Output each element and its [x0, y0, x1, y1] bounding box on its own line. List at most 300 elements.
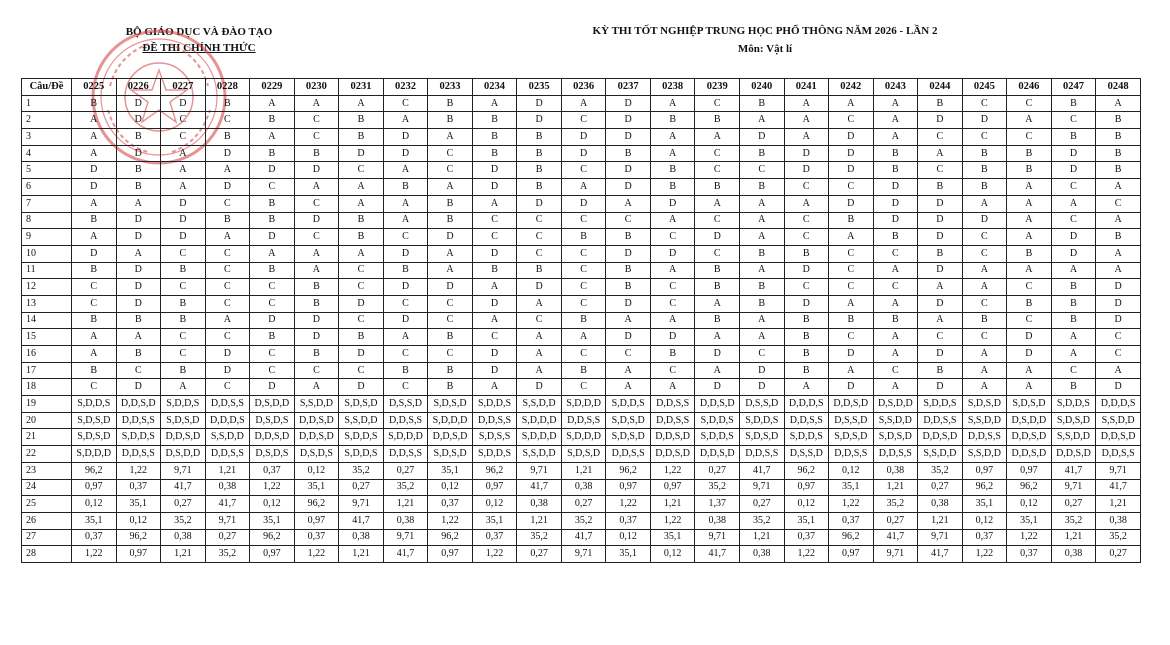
answer-cell: C — [561, 295, 606, 312]
answer-cell: B — [739, 245, 784, 262]
answer-cell: S,D,D,S — [161, 396, 206, 413]
answer-key-table — [21, 78, 1141, 563]
answer-cell: 0,38 — [339, 529, 384, 546]
answer-cell: C — [428, 312, 473, 329]
answer-cell: S,D,D,D — [517, 429, 562, 446]
answer-cell: D — [383, 145, 428, 162]
answer-cell: 35,1 — [962, 496, 1007, 513]
answer-cell: C — [72, 379, 117, 396]
answer-cell: S,D,D,S — [1051, 396, 1096, 413]
table-row — [22, 512, 1141, 529]
answer-cell: B — [873, 162, 918, 179]
answer-cell: S,D,S,D — [161, 412, 206, 429]
answer-cell: 1,22 — [294, 546, 339, 563]
answer-cell: B — [650, 162, 695, 179]
answer-cell: D — [72, 179, 117, 196]
answer-cell: B — [829, 212, 874, 229]
answer-cell: B — [428, 379, 473, 396]
answer-cell: D — [472, 179, 517, 196]
question-number: 1 — [22, 95, 72, 112]
answer-cell: D,S,D,D — [250, 396, 295, 413]
answer-cell: 1,21 — [517, 512, 562, 529]
answer-cell: C — [962, 129, 1007, 146]
exam-code-header: 0245 — [962, 79, 1007, 96]
answer-cell: B — [561, 362, 606, 379]
answer-cell: 35,2 — [695, 479, 740, 496]
answer-cell: D — [606, 112, 651, 129]
answer-cell: D,D,S,S — [205, 446, 250, 463]
answer-cell: D — [72, 162, 117, 179]
answer-cell: 1,21 — [1051, 529, 1096, 546]
answer-cell: 0,38 — [873, 462, 918, 479]
answer-cell: A — [561, 179, 606, 196]
answer-cell: S,D,D,S — [339, 429, 384, 446]
answer-cell: B — [72, 312, 117, 329]
answer-cell: 1,37 — [695, 496, 740, 513]
question-number: 3 — [22, 129, 72, 146]
answer-cell: C — [1051, 362, 1096, 379]
answer-cell: 9,71 — [1051, 479, 1096, 496]
answer-cell: C — [161, 279, 206, 296]
answer-cell: S,D,S,D — [339, 396, 384, 413]
answer-cell: A — [1096, 179, 1141, 196]
answer-cell: A — [294, 179, 339, 196]
answer-cell: A — [428, 262, 473, 279]
answer-cell: S,D,S,D — [873, 429, 918, 446]
answer-cell: 35,1 — [116, 496, 161, 513]
answer-cell: C — [250, 279, 295, 296]
answer-cell: A — [873, 129, 918, 146]
question-number: 19 — [22, 396, 72, 413]
answer-cell: 0,12 — [472, 496, 517, 513]
answer-cell: C — [294, 112, 339, 129]
answer-cell: 1,22 — [1007, 529, 1052, 546]
answer-cell: A — [695, 362, 740, 379]
answer-cell: D,D,S,D — [1096, 429, 1141, 446]
answer-cell: D,D,S,D — [695, 396, 740, 413]
answer-cell: 35,2 — [873, 496, 918, 513]
answer-cell: A — [829, 295, 874, 312]
answer-cell: 35,1 — [250, 512, 295, 529]
answer-cell: B — [918, 179, 963, 196]
answer-cell: D — [116, 295, 161, 312]
answer-cell: D — [116, 95, 161, 112]
exam-code-header: 0227 — [161, 79, 206, 96]
answer-cell: C — [1096, 195, 1141, 212]
question-number: 24 — [22, 479, 72, 496]
answer-cell: B — [472, 262, 517, 279]
answer-cell: B — [250, 262, 295, 279]
answer-cell: A — [829, 362, 874, 379]
answer-cell: 0,38 — [561, 479, 606, 496]
answer-cell: C — [472, 329, 517, 346]
answer-cell: D — [1096, 379, 1141, 396]
answer-cell: S,D,D,S — [918, 396, 963, 413]
answer-cell: C — [962, 229, 1007, 246]
answer-cell: 1,21 — [650, 496, 695, 513]
answer-cell: C — [339, 162, 384, 179]
answer-cell: A — [339, 245, 384, 262]
answer-cell: D — [161, 195, 206, 212]
answer-cell: 35,1 — [294, 479, 339, 496]
answer-cell: D,D,S,D — [1007, 446, 1052, 463]
answer-cell: C — [205, 279, 250, 296]
answer-cell: B — [339, 112, 384, 129]
answer-cell: S,S,D,D — [205, 429, 250, 446]
answer-cell: D,D,S,S — [205, 396, 250, 413]
answer-cell: S,D,D,S — [784, 429, 829, 446]
answer-cell: S,D,D,S — [739, 412, 784, 429]
answer-cell: B — [1007, 245, 1052, 262]
answer-cell: D — [116, 145, 161, 162]
answer-cell: A — [161, 162, 206, 179]
answer-cell: S,S,D,D — [1051, 429, 1096, 446]
header-row — [22, 79, 1141, 96]
answer-cell: D — [383, 312, 428, 329]
answer-cell: S,D,S,D — [72, 412, 117, 429]
answer-cell: 9,71 — [739, 479, 784, 496]
answer-cell: C — [561, 379, 606, 396]
answer-cell: B — [695, 262, 740, 279]
answer-cell: C — [1007, 129, 1052, 146]
answer-cell: B — [606, 262, 651, 279]
answer-cell: C — [695, 95, 740, 112]
answer-cell: A — [116, 329, 161, 346]
answer-cell: B — [517, 145, 562, 162]
answer-cell: C — [205, 112, 250, 129]
question-number: 22 — [22, 446, 72, 463]
answer-cell: D,D,S,S — [650, 412, 695, 429]
answer-cell: B — [72, 212, 117, 229]
exam-code-header: 0247 — [1051, 79, 1096, 96]
answer-cell: B — [428, 329, 473, 346]
answer-cell: A — [250, 129, 295, 146]
answer-cell: D — [1051, 145, 1096, 162]
answer-cell: B — [472, 129, 517, 146]
answer-cell: A — [339, 195, 384, 212]
answer-cell: B — [294, 295, 339, 312]
answer-cell: 0,37 — [1007, 546, 1052, 563]
answer-cell: D — [829, 129, 874, 146]
answer-cell: A — [1007, 195, 1052, 212]
answer-cell: A — [650, 145, 695, 162]
answer-cell: B — [428, 362, 473, 379]
answer-cell: A — [472, 95, 517, 112]
answer-cell: D,D,S,D — [116, 396, 161, 413]
exam-code-header: 0237 — [606, 79, 651, 96]
answer-cell: 96,2 — [472, 462, 517, 479]
answer-cell: S,D,D,S — [72, 396, 117, 413]
exam-code-header: 0240 — [739, 79, 784, 96]
answer-cell: 9,71 — [695, 529, 740, 546]
answer-cell: 0,38 — [1051, 546, 1096, 563]
answer-cell: C — [606, 346, 651, 363]
table-row — [22, 412, 1141, 429]
answer-cell: B — [161, 295, 206, 312]
answer-cell: D,D,S,D — [650, 446, 695, 463]
answer-cell: D — [873, 195, 918, 212]
answer-cell: B — [1096, 129, 1141, 146]
answer-cell: D — [205, 179, 250, 196]
answer-cell: D — [161, 229, 206, 246]
answer-cell: A — [116, 245, 161, 262]
answer-cell: B — [72, 362, 117, 379]
answer-cell: 0,38 — [205, 479, 250, 496]
answer-cell: A — [1051, 329, 1096, 346]
answer-cell: C — [161, 129, 206, 146]
answer-cell: D,D,S,S — [873, 446, 918, 463]
answer-cell: A — [739, 212, 784, 229]
table-row — [22, 379, 1141, 396]
answer-cell: C — [918, 329, 963, 346]
answer-cell: C — [161, 346, 206, 363]
answer-cell: B — [205, 212, 250, 229]
question-number: 14 — [22, 312, 72, 329]
exam-title: KỲ THI TỐT NGHIỆP TRUNG HỌC PHỔ THÔNG NĂM 2026 - LẦN 2 — [592, 25, 938, 37]
answer-cell: A — [650, 262, 695, 279]
answer-cell: B — [72, 95, 117, 112]
answer-cell: D — [650, 195, 695, 212]
answer-cell: C — [873, 362, 918, 379]
exam-header — [520, 22, 1010, 58]
answer-cell: C — [205, 262, 250, 279]
answer-cell: 9,71 — [1096, 462, 1141, 479]
answer-cell: A — [339, 95, 384, 112]
answer-cell: D — [294, 329, 339, 346]
answer-cell: C — [339, 312, 384, 329]
answer-cell: 0,12 — [650, 546, 695, 563]
answer-cell: A — [561, 95, 606, 112]
question-number: 2 — [22, 112, 72, 129]
answer-cell: B — [739, 295, 784, 312]
answer-cell: D — [428, 229, 473, 246]
answer-cell: 41,7 — [873, 529, 918, 546]
answer-cell: B — [1051, 279, 1096, 296]
answer-cell: D,D,S,S — [918, 412, 963, 429]
answer-cell: C — [205, 329, 250, 346]
answer-cell: S,D,S,D — [962, 396, 1007, 413]
answer-cell: 0,97 — [428, 546, 473, 563]
answer-cell: A — [873, 346, 918, 363]
answer-cell: B — [918, 95, 963, 112]
answer-cell: A — [161, 379, 206, 396]
answer-cell: D — [205, 362, 250, 379]
answer-cell: S,D,D,S — [472, 446, 517, 463]
question-number: 4 — [22, 145, 72, 162]
answer-cell: A — [650, 312, 695, 329]
answer-cell: 35,2 — [1051, 512, 1096, 529]
answer-cell: A — [606, 312, 651, 329]
answer-cell: D — [1007, 346, 1052, 363]
answer-cell: A — [472, 379, 517, 396]
exam-code-header: 0238 — [650, 79, 695, 96]
answer-cell: D,D,S,S — [116, 412, 161, 429]
ministry-name: BỘ GIÁO DỤC VÀ ĐÀO TẠO — [125, 26, 273, 38]
exam-code-header: 0241 — [784, 79, 829, 96]
answer-cell: 0,37 — [250, 462, 295, 479]
table-row — [22, 179, 1141, 196]
answer-cell: A — [606, 362, 651, 379]
answer-cell: B — [695, 279, 740, 296]
answer-cell: B — [739, 179, 784, 196]
answer-cell: A — [873, 262, 918, 279]
answer-cell: 9,71 — [517, 462, 562, 479]
answer-cell: B — [650, 179, 695, 196]
answer-cell: D — [918, 379, 963, 396]
exam-code-header: 0246 — [1007, 79, 1052, 96]
answer-cell: 1,22 — [829, 496, 874, 513]
answer-cell: D — [205, 145, 250, 162]
answer-cell: 0,38 — [517, 496, 562, 513]
answer-cell: 1,22 — [250, 479, 295, 496]
answer-cell: A — [205, 229, 250, 246]
answer-cell: C — [517, 245, 562, 262]
table-row — [22, 446, 1141, 463]
answer-cell: C — [829, 179, 874, 196]
answer-cell: C — [1096, 346, 1141, 363]
answer-cell: B — [784, 329, 829, 346]
answer-cell: 0,12 — [116, 512, 161, 529]
answer-cell: 0,27 — [739, 496, 784, 513]
answer-cell: A — [517, 346, 562, 363]
question-number: 8 — [22, 212, 72, 229]
answer-cell: D — [739, 362, 784, 379]
answer-cell: B — [739, 95, 784, 112]
answer-cell: D,D,S,S — [383, 446, 428, 463]
answer-cell: C — [428, 295, 473, 312]
table-row — [22, 162, 1141, 179]
answer-cell: B — [428, 212, 473, 229]
answer-cell: C — [962, 329, 1007, 346]
answer-cell: S,D,D,S — [606, 396, 651, 413]
answer-cell: A — [1096, 95, 1141, 112]
answer-cell: D,D,S,S — [116, 446, 161, 463]
answer-cell: A — [116, 195, 161, 212]
answer-cell: D — [606, 329, 651, 346]
question-number: 9 — [22, 229, 72, 246]
answer-cell: 9,71 — [918, 529, 963, 546]
answer-cell: D,S,D,D — [1007, 412, 1052, 429]
exam-code-header: 0225 — [72, 79, 117, 96]
answer-cell: D — [294, 162, 339, 179]
answer-cell: B — [962, 312, 1007, 329]
answer-cell: 1,21 — [739, 529, 784, 546]
answer-cell: 0,27 — [205, 529, 250, 546]
answer-cell: C — [472, 229, 517, 246]
answer-cell: A — [918, 145, 963, 162]
question-number: 23 — [22, 462, 72, 479]
answer-cell: D,D,S,D — [1051, 446, 1096, 463]
answer-cell: A — [1007, 362, 1052, 379]
answer-cell: S,D,D,S — [695, 412, 740, 429]
answer-cell: C — [1007, 312, 1052, 329]
answer-cell: 35,1 — [72, 512, 117, 529]
answer-cell: 0,37 — [829, 512, 874, 529]
table-row — [22, 195, 1141, 212]
answer-cell: B — [472, 145, 517, 162]
answer-cell: D — [517, 379, 562, 396]
answer-cell: S,S,D,D — [339, 412, 384, 429]
answer-cell: D — [561, 145, 606, 162]
answer-cell: B — [784, 245, 829, 262]
answer-cell: D — [472, 162, 517, 179]
answer-cell: S,S,D,D — [517, 446, 562, 463]
answer-cell: S,D,D,S — [116, 429, 161, 446]
answer-cell: D — [695, 379, 740, 396]
exam-code-header: 0242 — [829, 79, 874, 96]
answer-cell: A — [383, 112, 428, 129]
answer-cell: D — [739, 379, 784, 396]
answer-cell: A — [606, 195, 651, 212]
answer-cell: 41,7 — [205, 496, 250, 513]
answer-cell: C — [784, 179, 829, 196]
answer-cell: D — [250, 229, 295, 246]
answer-cell: 41,7 — [739, 462, 784, 479]
answer-cell: D — [918, 229, 963, 246]
question-number: 10 — [22, 245, 72, 262]
answer-cell: A — [1007, 112, 1052, 129]
answer-cell: A — [606, 379, 651, 396]
answer-cell: C — [561, 112, 606, 129]
answer-cell: C — [383, 295, 428, 312]
answer-cell: A — [873, 112, 918, 129]
question-number: 6 — [22, 179, 72, 196]
answer-cell: D — [1051, 229, 1096, 246]
answer-cell: D — [873, 179, 918, 196]
answer-cell: 35,1 — [829, 479, 874, 496]
exam-code-header: 0244 — [918, 79, 963, 96]
answer-cell: A — [250, 95, 295, 112]
answer-cell: 0,27 — [695, 462, 740, 479]
answer-cell: 0,38 — [383, 512, 428, 529]
answer-cell: A — [383, 195, 428, 212]
answer-cell: 41,7 — [561, 529, 606, 546]
answer-cell: 35,2 — [383, 479, 428, 496]
answer-cell: 41,7 — [517, 479, 562, 496]
answer-cell: B — [1096, 145, 1141, 162]
answer-cell: C — [116, 362, 161, 379]
answer-cell: 35,2 — [517, 529, 562, 546]
answer-cell: 1,21 — [383, 496, 428, 513]
answer-cell: 0,37 — [472, 529, 517, 546]
answer-cell: D,D,S,D — [294, 412, 339, 429]
answer-cell: A — [962, 262, 1007, 279]
answer-cell: B — [695, 112, 740, 129]
answer-cell: A — [1096, 362, 1141, 379]
answer-cell: D — [873, 212, 918, 229]
answer-cell: A — [650, 379, 695, 396]
answer-cell: B — [205, 95, 250, 112]
answer-cell: D,D,S,D — [428, 429, 473, 446]
answer-cell: D,D,S,S — [472, 412, 517, 429]
answer-cell: C — [784, 279, 829, 296]
answer-cell: D,D,S,S — [383, 412, 428, 429]
answer-cell: B — [739, 145, 784, 162]
answer-cell: D — [205, 346, 250, 363]
answer-cell: 0,38 — [695, 512, 740, 529]
answer-cell: S,D,S,D — [428, 396, 473, 413]
answer-cell: C — [1007, 95, 1052, 112]
answer-cell: A — [1096, 245, 1141, 262]
answer-cell: C — [517, 229, 562, 246]
table-row — [22, 362, 1141, 379]
answer-cell: A — [72, 129, 117, 146]
answer-cell: A — [517, 362, 562, 379]
answer-cell: C — [383, 229, 428, 246]
answer-cell: S,S,D,D — [962, 446, 1007, 463]
corner-header: Câu/Đề — [22, 79, 72, 96]
answer-cell: A — [383, 162, 428, 179]
